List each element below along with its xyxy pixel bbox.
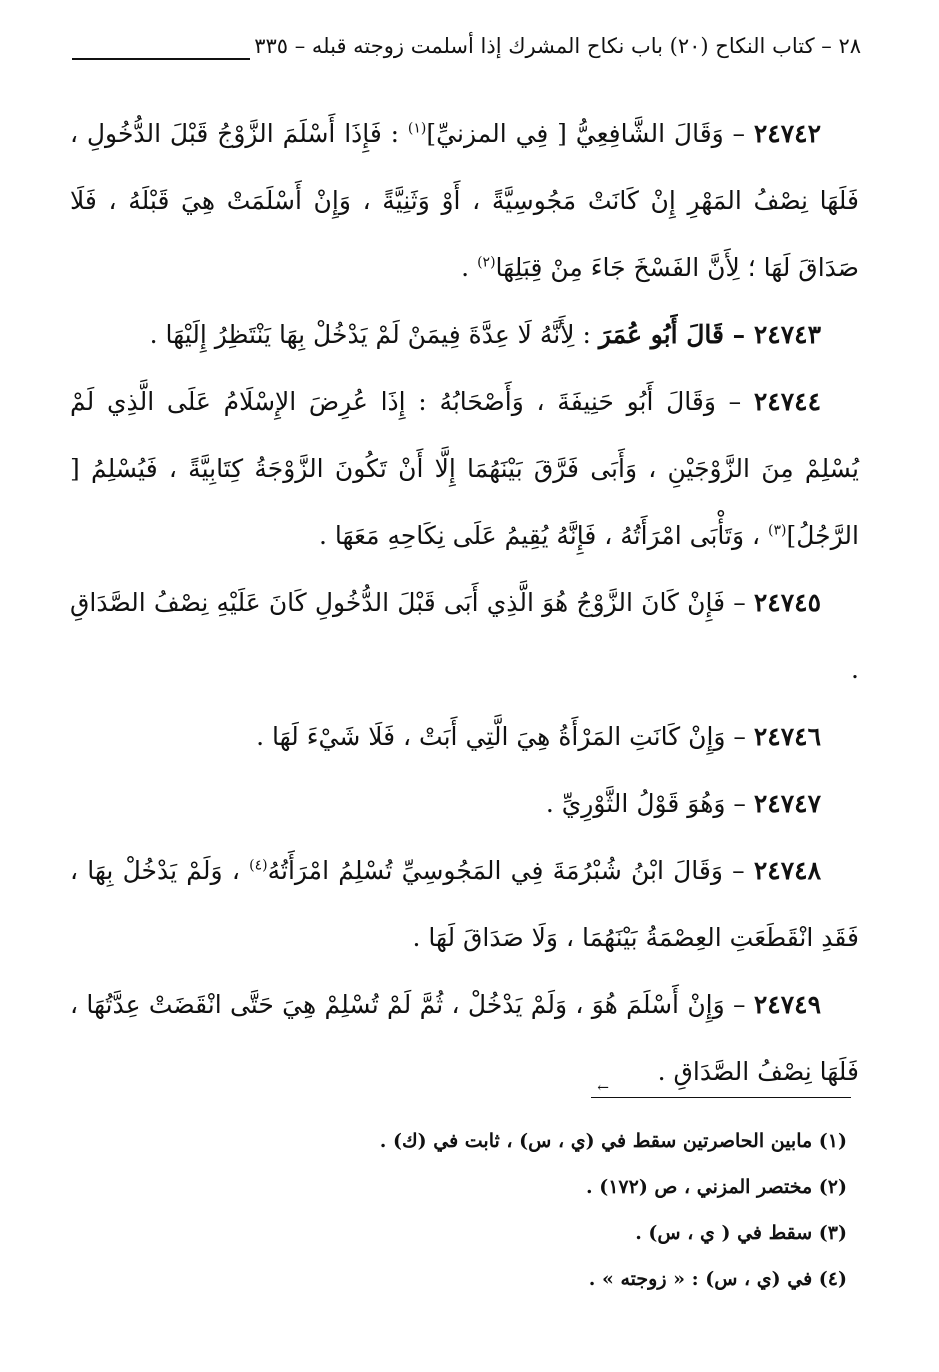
footnote-divider (591, 1097, 851, 1098)
paragraph-24747 (70, 770, 859, 837)
paragraph-number: ٢٤٧٤٢ (753, 119, 821, 148)
paragraph-24748 (70, 837, 859, 971)
paragraph-text: – فَإِنْ كَانَ الزَّوْجُ هُوَ الَّذِي أَبَى قَبْلَ الدُّخُولِ كَانَ عَلَيْهِ نِصْفُ الصَّدَاقِ . (70, 588, 859, 684)
paragraph-text: – وَهُوَ قَوْلُ الثَّوْرِيِّ . (545, 789, 754, 818)
header-title: ٢٨ – كتاب النكاح (٢٠) باب نكاح المشرك إذا أسلمت زوجته قبله – ٣٣٥ (254, 34, 861, 58)
footnote-2: (٢) مختصر المزني ، ص (١٧٢) . (585, 1176, 847, 1198)
paragraph-24743 (70, 301, 859, 368)
paragraph-lead: – قَالَ أَبُو عُمَرَ (598, 320, 754, 349)
footnote-ref[interactable]: (١) (407, 120, 427, 137)
footnote-ref[interactable]: (٣) (768, 522, 787, 539)
continuation-arrow-icon: ← (597, 1080, 609, 1096)
paragraph-text: – وَإِنْ كَانَتِ المَرْأَةُ هِيَ الَّتِي أَبَتْ ، فَلَا شَيْءَ لَهَا . (256, 722, 754, 751)
footnote-4: (٤) في (ي ، س) : « زوجته » . (588, 1268, 847, 1290)
paragraph-number: ٢٤٧٤٦ (753, 722, 821, 751)
paragraph-number: ٢٤٧٤٧ (753, 789, 821, 818)
paragraph-24746 (70, 703, 859, 770)
paragraph-24749 (70, 971, 859, 1105)
paragraph-number: ٢٤٧٤٩ (753, 990, 821, 1019)
paragraph-number: ٢٤٧٤٤ (753, 387, 821, 416)
paragraph-text-cont: : فَإِذَا أَسْلَمَ الزَّوْجُ قَبْلَ الدُّخُولِ ، فَلَهَا نِصْفُ المَهْرِ إِنْ كَانَتْ مَجُوسِيَّةً ، أَوْ وَثَنِيَّةً ، وَإِنْ أَسْلَمَتْ هِيَ قَبْلَهُ ، فَلَا صَدَاقَ لَهَا ؛ لِأَنَّ الفَسْخَ جَاءَ مِنْ قِبَلِهَا (70, 119, 859, 282)
header-rule (72, 58, 250, 60)
paragraph-number: ٢٤٧٤٥ (753, 588, 821, 617)
paragraph-number: ٢٤٧٤٨ (753, 856, 821, 885)
footnote-3: (٣) سقط في ( ي ، س) . (635, 1222, 847, 1244)
paragraph-text: – وَقَالَ ابْنُ شُبْرُمَةَ فِي المَجُوسِيِّ تُسْلِمُ امْرَأَتُهُ (267, 856, 754, 885)
paragraph-end: . (461, 253, 478, 282)
paragraph-text-cont: ، وَلَمْ يَدْخُلْ بِهَا ، فَقَدِ انْقَطَعَتِ العِصْمَةُ بَيْنَهُمَا ، وَلَا صَدَاقَ لَهَا . (70, 856, 859, 952)
paragraph-text: : لِأَنَّهُ لَا عِدَّةَ فِيمَنْ لَمْ يَدْخُلْ بِهَا يَنْتَظِرُ إِلَيْهَا . (149, 320, 599, 349)
footnote-ref[interactable]: (٤) (249, 857, 268, 874)
main-text (70, 100, 859, 1105)
paragraph-24742 (70, 100, 859, 301)
running-header (72, 26, 861, 66)
footnote-1: (١) مابين الحاصرتين سقط في (ي ، س) ، ثابت في (ك) . (379, 1130, 847, 1152)
paragraph-24745 (70, 569, 859, 703)
paragraph-text: – وَقَالَ أَبُو حَنِيفَةَ ، وَأَصْحَابُهُ : إِذَا عُرِضَ الإِسْلَامُ عَلَى الَّذِي لَمْ يُسْلِمْ مِنَ الزَّوْجَيْنِ ، وَأَبَى فَرَّقَ بَيْنَهُمَا إِلَّا أَنْ تَكُونَ الزَّوْجَةُ كِتَابِيَّةً ، فَيُسْلِمُ [ الرَّجُلُ] (70, 387, 859, 550)
footnote-ref[interactable]: (٢) (477, 254, 496, 271)
paragraph-24744 (70, 368, 859, 569)
paragraph-number: ٢٤٧٤٣ (753, 320, 821, 349)
paragraph-text: – وَقَالَ الشَّافِعِيُّ [ فِي المزنيِّ] (426, 119, 754, 148)
paragraph-text-cont: ، وَتَأْبَى امْرَأَتُهُ ، فَإِنَّهُ يُقِيمُ عَلَى نِكَاحِهِ مَعَهَا . (319, 521, 769, 550)
footnotes (90, 1118, 847, 1302)
paragraph-text: – وَإِنْ أَسْلَمَ هُوَ ، وَلَمْ يَدْخُلْ ، ثُمَّ لَمْ تُسْلِمْ هِيَ حَتَّى انْقَضَتْ عِدَّتُهَا ، فَلَهَا نِصْفُ الصَّدَاقِ . (70, 990, 859, 1086)
